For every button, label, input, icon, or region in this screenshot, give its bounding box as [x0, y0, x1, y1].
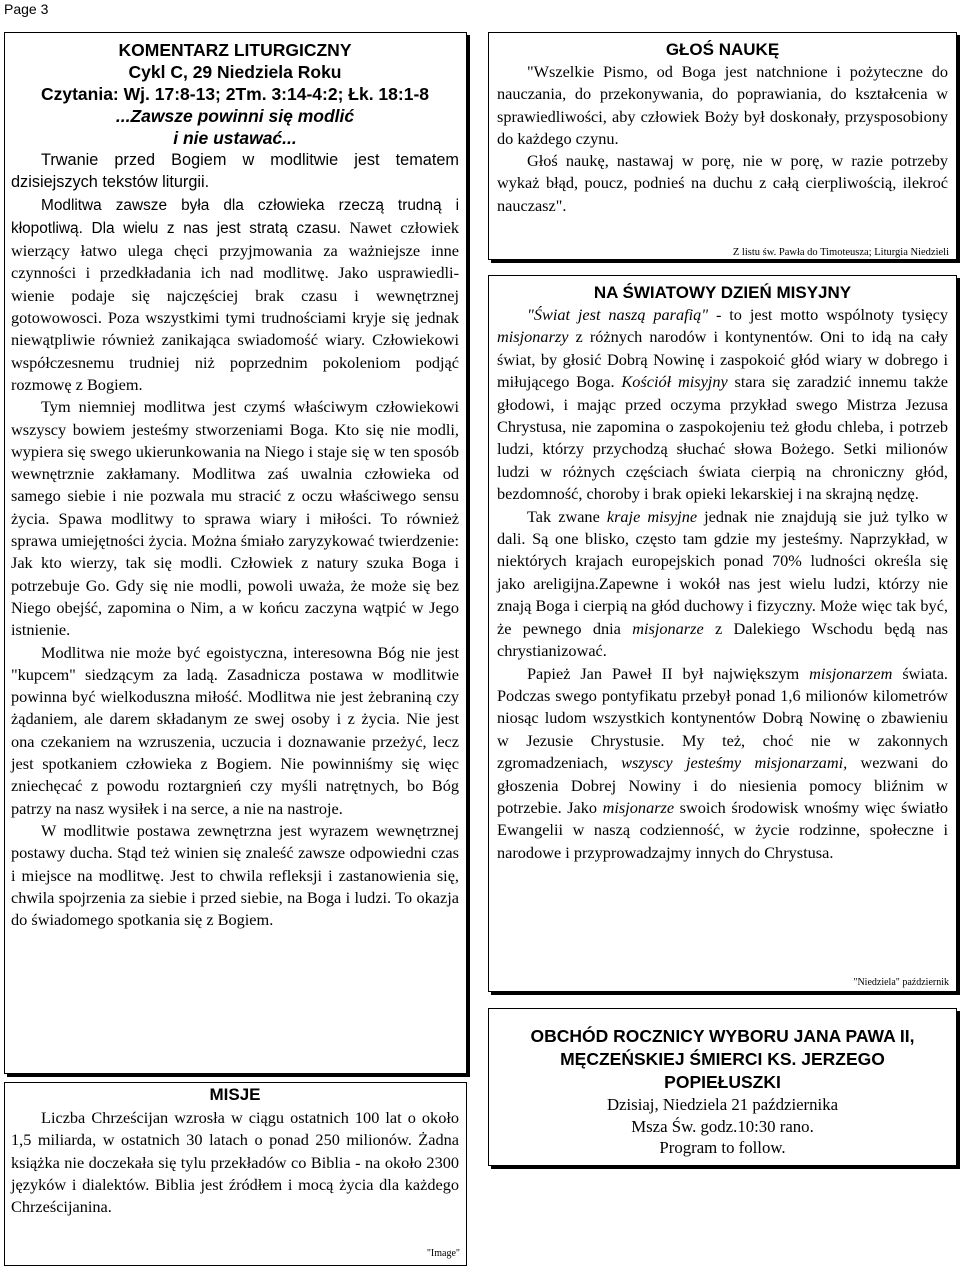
anniversary-box: [488, 1008, 957, 1166]
comment-paragraph-5: W modlitwie postawa zewnętrzna jest wyrazem wewnętrznej postawy ducha. Stąd też winien się znaleść zawsze odpowiedni czas i miejsce na modlitwę. Jest to chwila refleksji i zastanowienia się, chwila spojrzenia za siebie i przed siebie, na Boga i ludzi. To okazja do świadomego spotkania się z Bogiem.: [11, 820, 459, 930]
comment-paragraph-4: Modlitwa nie może być egoistyczna, interesowna Bóg nie jest "kupcem" siedzącym za ladą. Zasadnicza postawa w modlitwie powinna być wielkoduszna miłość. Modlitwa nie jest żebraniną czy żądaniem, ale darem składanym ze swej osoby i z życia. Nie jest ona czekaniem na wzruszenia, uczucia i doznawanie przeżyć, lecz jest spotkaniem człowieka z Bogiem. Nie powinniśmy się więc zniechęcać z powodu roztargnień czy myśli natrętnych, bo Bóg patrzy na nasz wysiłek i na serce, a nie na nastroje.: [11, 642, 459, 818]
liturgical-comment-box: [4, 32, 467, 1074]
missions-box: [4, 1082, 467, 1266]
comment-title: KOMENTARZ LITURGICZNY: [118, 40, 352, 60]
mission-day-title: NA ŚWIATOWY DZIEŃ MISYJNY: [593, 283, 852, 302]
comment-motto-1: ...Zawsze powinni się modlić: [115, 106, 355, 126]
glos-nauke-box: [488, 32, 957, 260]
anniversary-mass-time: Msza Św. godz.10:30 rano.: [631, 1116, 814, 1136]
comment-readings: Czytania: Wj. 17:8-13; 2Tm. 3:14-4:2; Łk. 18:1-8: [40, 84, 430, 104]
mission-day-box: [488, 275, 957, 992]
comment-paragraph-1: Trwanie przed Bogiem w modlitwie jest tematem dzisiejszych tekstów liturgii.: [11, 151, 459, 192]
mission-day-paragraph-3: Papież Jan Paweł II był największym misjonarzem świata. Podczas swego pontyfikatu przebył ponad 1,6 milionów kilometrów niosąc ludom wszystkich kontynentów Dobrą Nowinę o zbawieniu w Jezusie Chrystusie. My też, choć nie w zakonnych zgromadzeniach, wszyscy jesteśmy misjonarzami, wezwani do głoszenia Dobrej Nowiny i do niesienia pomocy bliźnim w potrzebie. Jako misjonarze swoich środowisk wnośmy więc światło Ewangelii w naszą codzienność, w życie rodzinne, społeczne i narodowe i przyprowadzajmy innych do Chrystusa.: [497, 663, 949, 862]
mission-day-source: "Niedziela" październik: [853, 977, 949, 988]
anniversary-program: Program to follow.: [659, 1138, 786, 1157]
missions-title: MISJE: [209, 1085, 261, 1104]
comment-paragraph-3: Tym niemniej modlitwa jest czymś właściwym człowiekowi wszyscy bowiem jesteśmy stworzeniami Boga. Kto się nie modli, wypiera się swego ukierunkowania na Niego i staje się w ten sposób wewnętrznie zakłamany. Modlitwa zaś uwalnia człowieka od samego siebie i nie pozwala mu stracić z oczu właściwego sensu życia. Spawa modlitwy to sprawa wiary i miłości. To również sprawa umiejętności życia. Można śmiało zaryzykować twierdzenie: Jak kto wierzy, tak się modli. Człowiek z natury szuka Boga i potrzebuje Go. Gdy się nie modli, powoli uważa, że może się bez Niego obejść, zapomina o Nim, a w końcu zaczyna wątpić w Jego istnienie.: [11, 397, 459, 640]
comment-motto-2: i nie ustawać...: [173, 128, 297, 148]
page-number: Page 3: [4, 1, 49, 17]
image-credit: "Image": [426, 1248, 460, 1259]
glos-paragraph-2: Głoś naukę, nastawaj w porę, nie w porę, w razie potrzeby wykaż błąd, poucz, podnieś na duchu z całą cierpliwością, ilekroć nauczasz".: [497, 151, 948, 215]
anniversary-date: Dzisiaj, Niedziela 21 października: [606, 1095, 839, 1114]
glos-title: GŁOŚ NAUKĘ: [665, 40, 780, 59]
anniversary-title-1: OBCHÓD ROCZNICY WYBORU JANA PAWA II,: [530, 1026, 915, 1046]
comment-paragraph-2: Modlitwa zawsze była dla człowieka rzeczą trudną i kłopotliwą. Dla wielu z nas jest stratą czasu. Nawet człowiek wierzący łatwo ulega chęci przyjmowania za ważniejsze inne czynności i przedkładania ich nad modlitwę. Jako usprawiedli- wienie podaje się najczęściej brak czasu i wewnętrznej gotowowosci. Poza wszystkimi tymi trudnościami kryje się jednak niewątpliwie również zanikająca swiadomość wiary. Człowiekowi współczesnemu trudniej niż poprzednim pokoleniom podjąć rozmowę z Bogiem.: [11, 196, 460, 394]
mission-day-paragraph-1: "Świat jest naszą parafią" - to jest motto wspólnoty tysięcy misjonarzy z różnych narodów i kontynentów. Oni to idą na cały świat, by głosić Dobrą Nowinę i zaspokoić głód wiary w dobrego i miłującego Boga. Kościół misyjny stara się zaradzić innemu także głodowi, i mając przed oczyma przykład swego Mistrza Jezusa Chrystusa, nie zapomina o zaspokojeniu też głodu chleba, i potrzeb ludzi, którzy przychodzą słuchać słowa Bożego. Setki milionów ludzi w różnych częściach świata cierpią na chroniczny głód, bezdomność, choroby i brak opieki lekarskiej i na skrajną nędzę.: [497, 305, 948, 504]
glos-source: Z listu św. Pawła do Timoteusza; Liturgia Niedzieli: [732, 247, 949, 258]
mission-day-paragraph-2: Tak zwane kraje misyjne jednak nie znajdują sie już tylko w dali. Są one blisko, często tam gdzie my jesteśmy. Naprzykład, w niektórych krajach europejskich ponad 70% ludności określa się jako areligijna.Zapewne i wokół nas jest wielu ludzi, którzy nie znają Boga i cierpią na głód duchowy i fizyczny. Może więc tak być, że pewnego dnia misjonarze z Dalekiego Wschodu będą nas chrystianizować.: [497, 506, 949, 661]
anniversary-title-2: MĘCZEŃSKIEJ ŚMIERCI KS. JERZEGO: [560, 1049, 885, 1069]
anniversary-title-3: POPIEŁUSZKI: [664, 1072, 781, 1092]
glos-paragraph-1: "Wszelkie Pismo, od Boga jest natchnione i pożyteczne do nauczania, do przekonywania, do poprawiania, do kształcenia w sprawiedliwości, aby człowiek Boży był doskonały, przysposobiony do każdego czynu.: [497, 62, 948, 148]
missions-text: Liczba Chrześcijan wzrosła w ciągu ostatnich 100 lat o około 1,5 miliarda, w ostatnich 30 latach o ponad 250 milionów. Żadna książka nie doczekała się tylu przekładów co Biblia - na około 2300 języków i dialektów. Biblia jest źródłem i mocą życia dla każdego Chrześcijanina.: [11, 1108, 459, 1217]
comment-cycle: Cykl C, 29 Niedziela Roku: [128, 62, 342, 82]
